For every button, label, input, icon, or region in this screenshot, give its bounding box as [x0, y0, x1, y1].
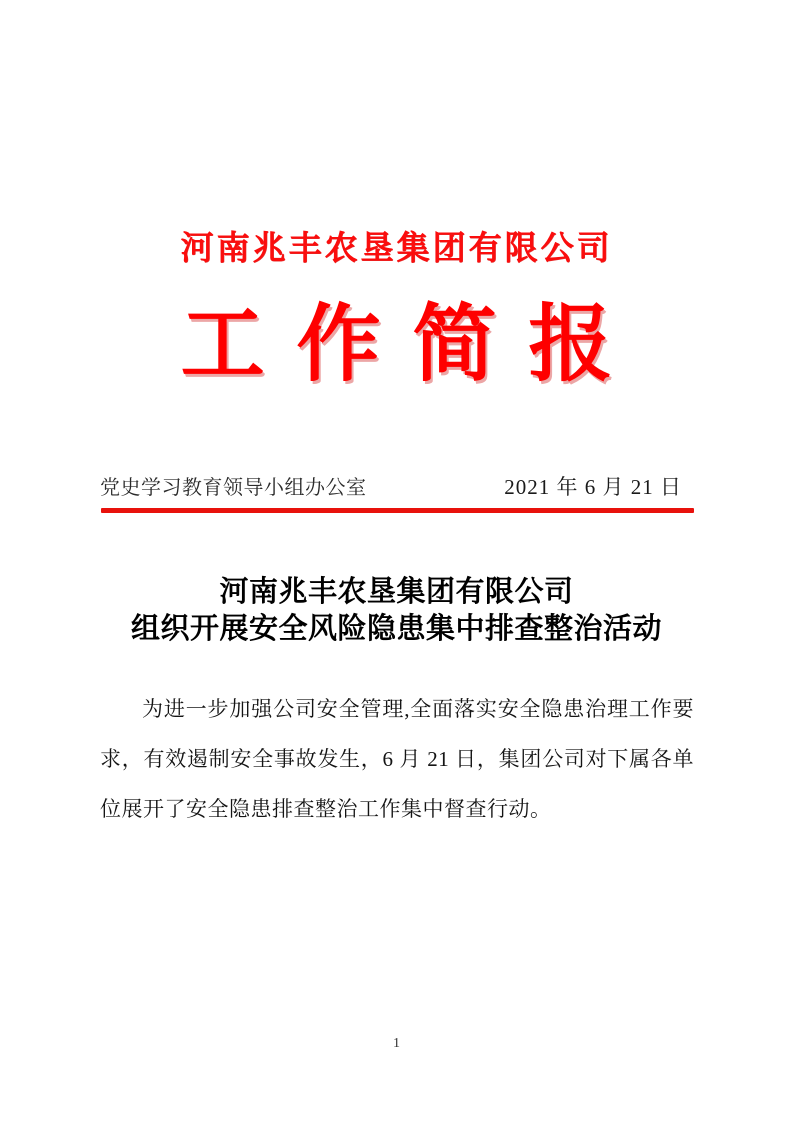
issue-date: 2021 年 6 月 21 日: [504, 475, 682, 499]
meta-row: [100, 471, 694, 501]
article-title-line2: 组织开展安全风险隐患集中排查整治活动: [130, 613, 662, 645]
issuing-office: 党史学习教育领导小组办公室: [100, 477, 367, 499]
article-body: 为进一步加强公司安全管理,全面落实安全隐患治理工作要求，有效遏制安全事故发生，6 月 21 日，集团公司对下属各单位展开了安全隐患排查整治工作集中督查行动。: [100, 697, 694, 821]
article-title-line1: 河南兆丰农垦集团有限公司: [219, 576, 574, 608]
masthead-title: 工作简报: [180, 299, 645, 392]
company-name-header: 河南兆丰农垦集团有限公司: [180, 231, 613, 267]
page-number: 1: [393, 1036, 400, 1051]
article-title: [0, 574, 793, 648]
red-divider-line: [101, 508, 694, 513]
